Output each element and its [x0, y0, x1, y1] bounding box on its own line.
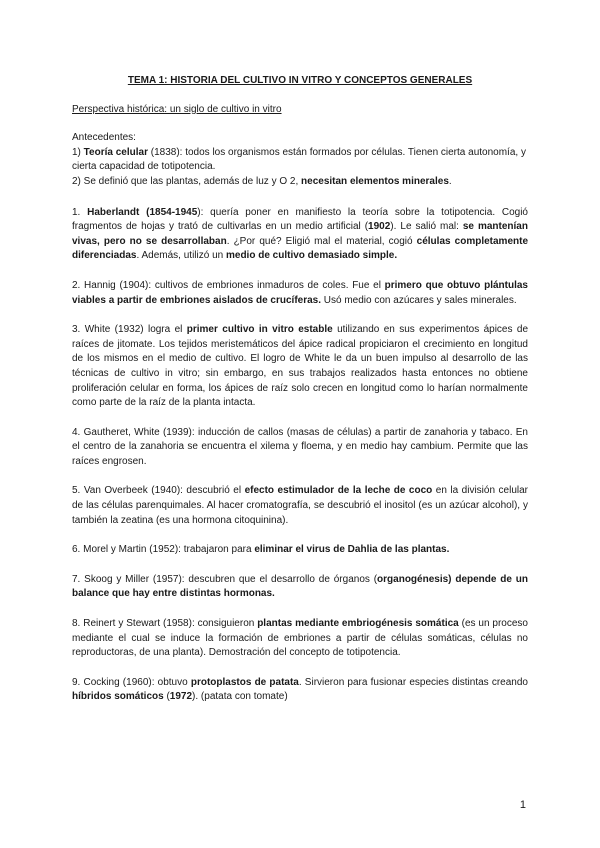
text-segment: (es un proceso mediante el cual se induce la formación de embriones a partir de células somáticas, células no reproductoras, de una planta). Demostración del concepto de totipotencia. — [72, 618, 528, 659]
antecedente-text: (1838): todos los organismos están formados por células. Tienen cierta autonomía, y cierta capacidad de totipotencia. — [72, 146, 526, 173]
bold-text: células completamente diferenciadas — [72, 235, 529, 262]
bold-text: efecto estimulador de la leche de coco — [244, 485, 433, 497]
history-item — [72, 617, 528, 661]
page-number: 1 — [519, 799, 526, 811]
bold-text: eliminar el virus de Dahlia de las plantas. — [254, 544, 450, 556]
text-segment: . Sirvieron para fusionar especies distintas creando — [298, 676, 528, 688]
text-segment: 4. Gautheret, White (1939): inducción de callos (masas de células) a partir de zanahoria y tabaco. En el centro de la zanahoria se encuentra el xilema y floema, y en medio hay cambium. Permite que las raíces engrosen. — [72, 426, 528, 467]
antecedentes-heading: Antecedentes: — [72, 132, 136, 144]
history-item — [72, 543, 528, 558]
text-segment: ( — [163, 691, 170, 703]
text-segment: ): quería poner en manifiesto la teoría sobre la totipotencia. Cogió fragmentos de hojas y trató de cultivarlas en un medio artificial ( — [72, 206, 528, 233]
text-segment: ). Le salió mal: — [390, 221, 463, 233]
text-segment: 8. Reinert y Stewart (1958): consiguieron — [72, 618, 258, 630]
antecedente-bold: Teoría celular — [83, 146, 148, 158]
bold-text: organogénesis) depende de un balance que hay entre distintas hormonas. — [72, 573, 528, 600]
bold-text: primero que obtuvo plántulas viables a partir de embriones aislados de crucíferas. — [72, 279, 528, 306]
text-segment: ). (patata con tomate) — [192, 691, 288, 703]
bold-text: plantas mediante embriogénesis somática — [257, 618, 459, 630]
history-item — [72, 573, 528, 602]
section-subtitle: Perspectiva histórica: un siglo de cultivo in vitro — [72, 103, 282, 115]
bold-text: protoplastos de patata — [190, 676, 299, 688]
bold-text: se mantenían vivas, pero no se desarrollaban — [72, 221, 528, 247]
text-segment: Usó medio con azúcares y sales minerales. — [321, 294, 517, 306]
history-item — [72, 426, 528, 470]
history-item-text — [72, 426, 528, 470]
text-segment: 6. Morel y Martin (1952): trabajaron para — [72, 544, 255, 556]
antecedente-prefix: 2) Se definió que las plantas, además de luz y O 2, — [72, 175, 302, 187]
text-segment: en la división celular de las células parenquimales. Al hacer cromatografía, se descubrió el inositol (es un azúcar alcohol), y también la zeatina (es una hormona citoquinina). — [72, 485, 528, 526]
history-item-text — [72, 573, 528, 602]
bold-text: medio de cultivo demasiado simple. — [225, 250, 398, 262]
antecedente-prefix: 1) — [72, 146, 84, 158]
antecedente-item — [72, 175, 528, 190]
text-segment: 1. — [72, 206, 88, 218]
text-segment: . Además, utilizó un — [136, 250, 226, 262]
history-list — [72, 206, 528, 705]
history-item-text — [72, 279, 528, 308]
text-segment: 2. Hannig (1904): cultivos de embriones inmaduros de coles. Fue el — [72, 279, 385, 291]
antecedente-item — [72, 146, 528, 175]
text-segment: 5. Van Overbeek (1940): descubrió el — [72, 485, 245, 497]
history-item — [72, 323, 528, 411]
text-segment: 7. Skoog y Miller (1957): descubren que el desarrollo de órganos ( — [72, 573, 378, 585]
history-item-text — [72, 323, 528, 411]
history-item — [72, 484, 528, 528]
bold-text: híbridos somáticos — [72, 691, 164, 703]
antecedente-text: . — [448, 175, 452, 187]
history-item-text — [72, 676, 528, 705]
document-title: TEMA 1: HISTORIA DEL CULTIVO IN VITRO Y CONCEPTOS GENERALES — [127, 75, 473, 86]
text-segment: 9. Cocking (1960): obtuvo — [72, 676, 191, 688]
text-segment: 3. White (1932) logra el — [72, 324, 187, 336]
bold-text: 1902 — [368, 221, 391, 233]
history-item-text — [72, 206, 528, 264]
text-segment: . ¿Por qué? Eligió mal el material, cogió — [226, 235, 417, 247]
text-segment: utilizando en sus experimentos ápices de raíces de jitomate. Los tejidos meristemáticos del ápice radical propiciaron el crecimiento en longitud de los mismos en el medio de cultivo. El logro de White le da un buen impulso al desarrollo de las técnicas de cultivo in vitro; sin embargo, en sus trabajos realizados hasta entonces no obtiene proliferación celular en forma, los ápices de raíz solo crecen en longitud como lo harían normalmente como parte de la raíz de la planta intacta. — [72, 324, 529, 409]
antecedente-bold: necesitan elementos minerales — [301, 175, 449, 187]
history-item-text — [72, 543, 528, 558]
antecedentes-block — [72, 131, 528, 189]
history-item — [72, 279, 528, 308]
bold-text: primer cultivo in vitro estable — [186, 324, 333, 336]
bold-text: Haberlandt (1854-1945 — [87, 206, 198, 218]
history-item — [72, 676, 528, 705]
history-item — [72, 206, 528, 264]
history-item-text — [72, 617, 528, 661]
bold-text: 1972 — [169, 691, 193, 703]
history-item-text — [72, 484, 528, 528]
